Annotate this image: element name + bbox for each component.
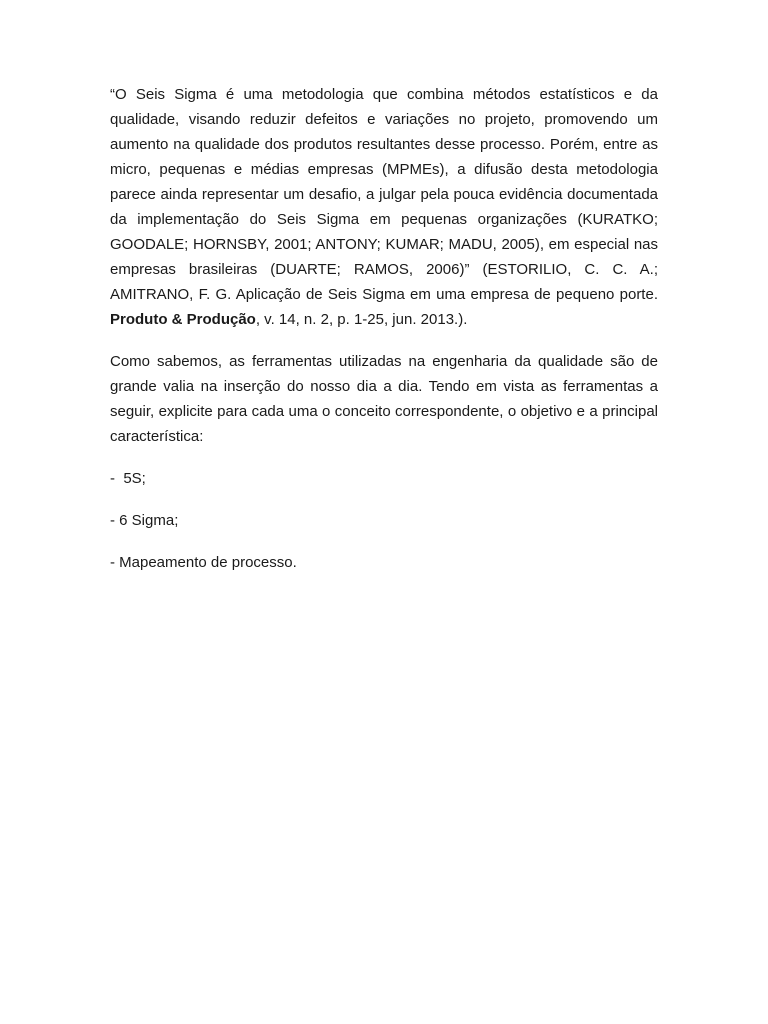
quote-text: “O Seis Sigma é uma metodologia que combina métodos estatísticos e da qualidade, visando reduzir defeitos e variações no projeto, promovendo um aumento na qualidade dos produtos resultantes desse processo. Porém, entre as micro, pequenas e médias empresas (MPMEs), a difusão desta metodologia parece ainda representar um desafio, a julgar pela pouca evidência documentada da implementação do Seis Sigma em pequenas organizações (KURATKO; GOODALE; HORNSBY, 2001; ANTONY; KUMAR; MADU, 2005), em especial nas empresas brasileiras (DUARTE; RAMOS, 2006)” (ESTORILIO, C. C. A.; AMITRANO, F. G. Aplicação de Seis Sigma em uma empresa de pequeno porte. xyxy=(110,86,658,303)
list-item: - Mapeamento de processo. xyxy=(110,554,297,571)
citation-tail: , v. 14, n. 2, p. 1-25, jun. 2013.). xyxy=(255,311,468,328)
question-paragraph: Como sabemos, as ferramentas utilizadas na engenharia da qualidade são de grande valia na inserção do nosso dia a dia. Tendo em vista as ferramentas a seguir, explicite para cada uma o conceito correspondente, o objetivo e a principal característica: xyxy=(110,353,658,445)
quote-paragraph xyxy=(110,82,658,332)
list-item: - 5S; xyxy=(110,470,146,487)
document-page xyxy=(110,82,658,592)
journal-title: Produto & Produção xyxy=(110,311,256,328)
list-item: - 6 Sigma; xyxy=(110,512,179,529)
